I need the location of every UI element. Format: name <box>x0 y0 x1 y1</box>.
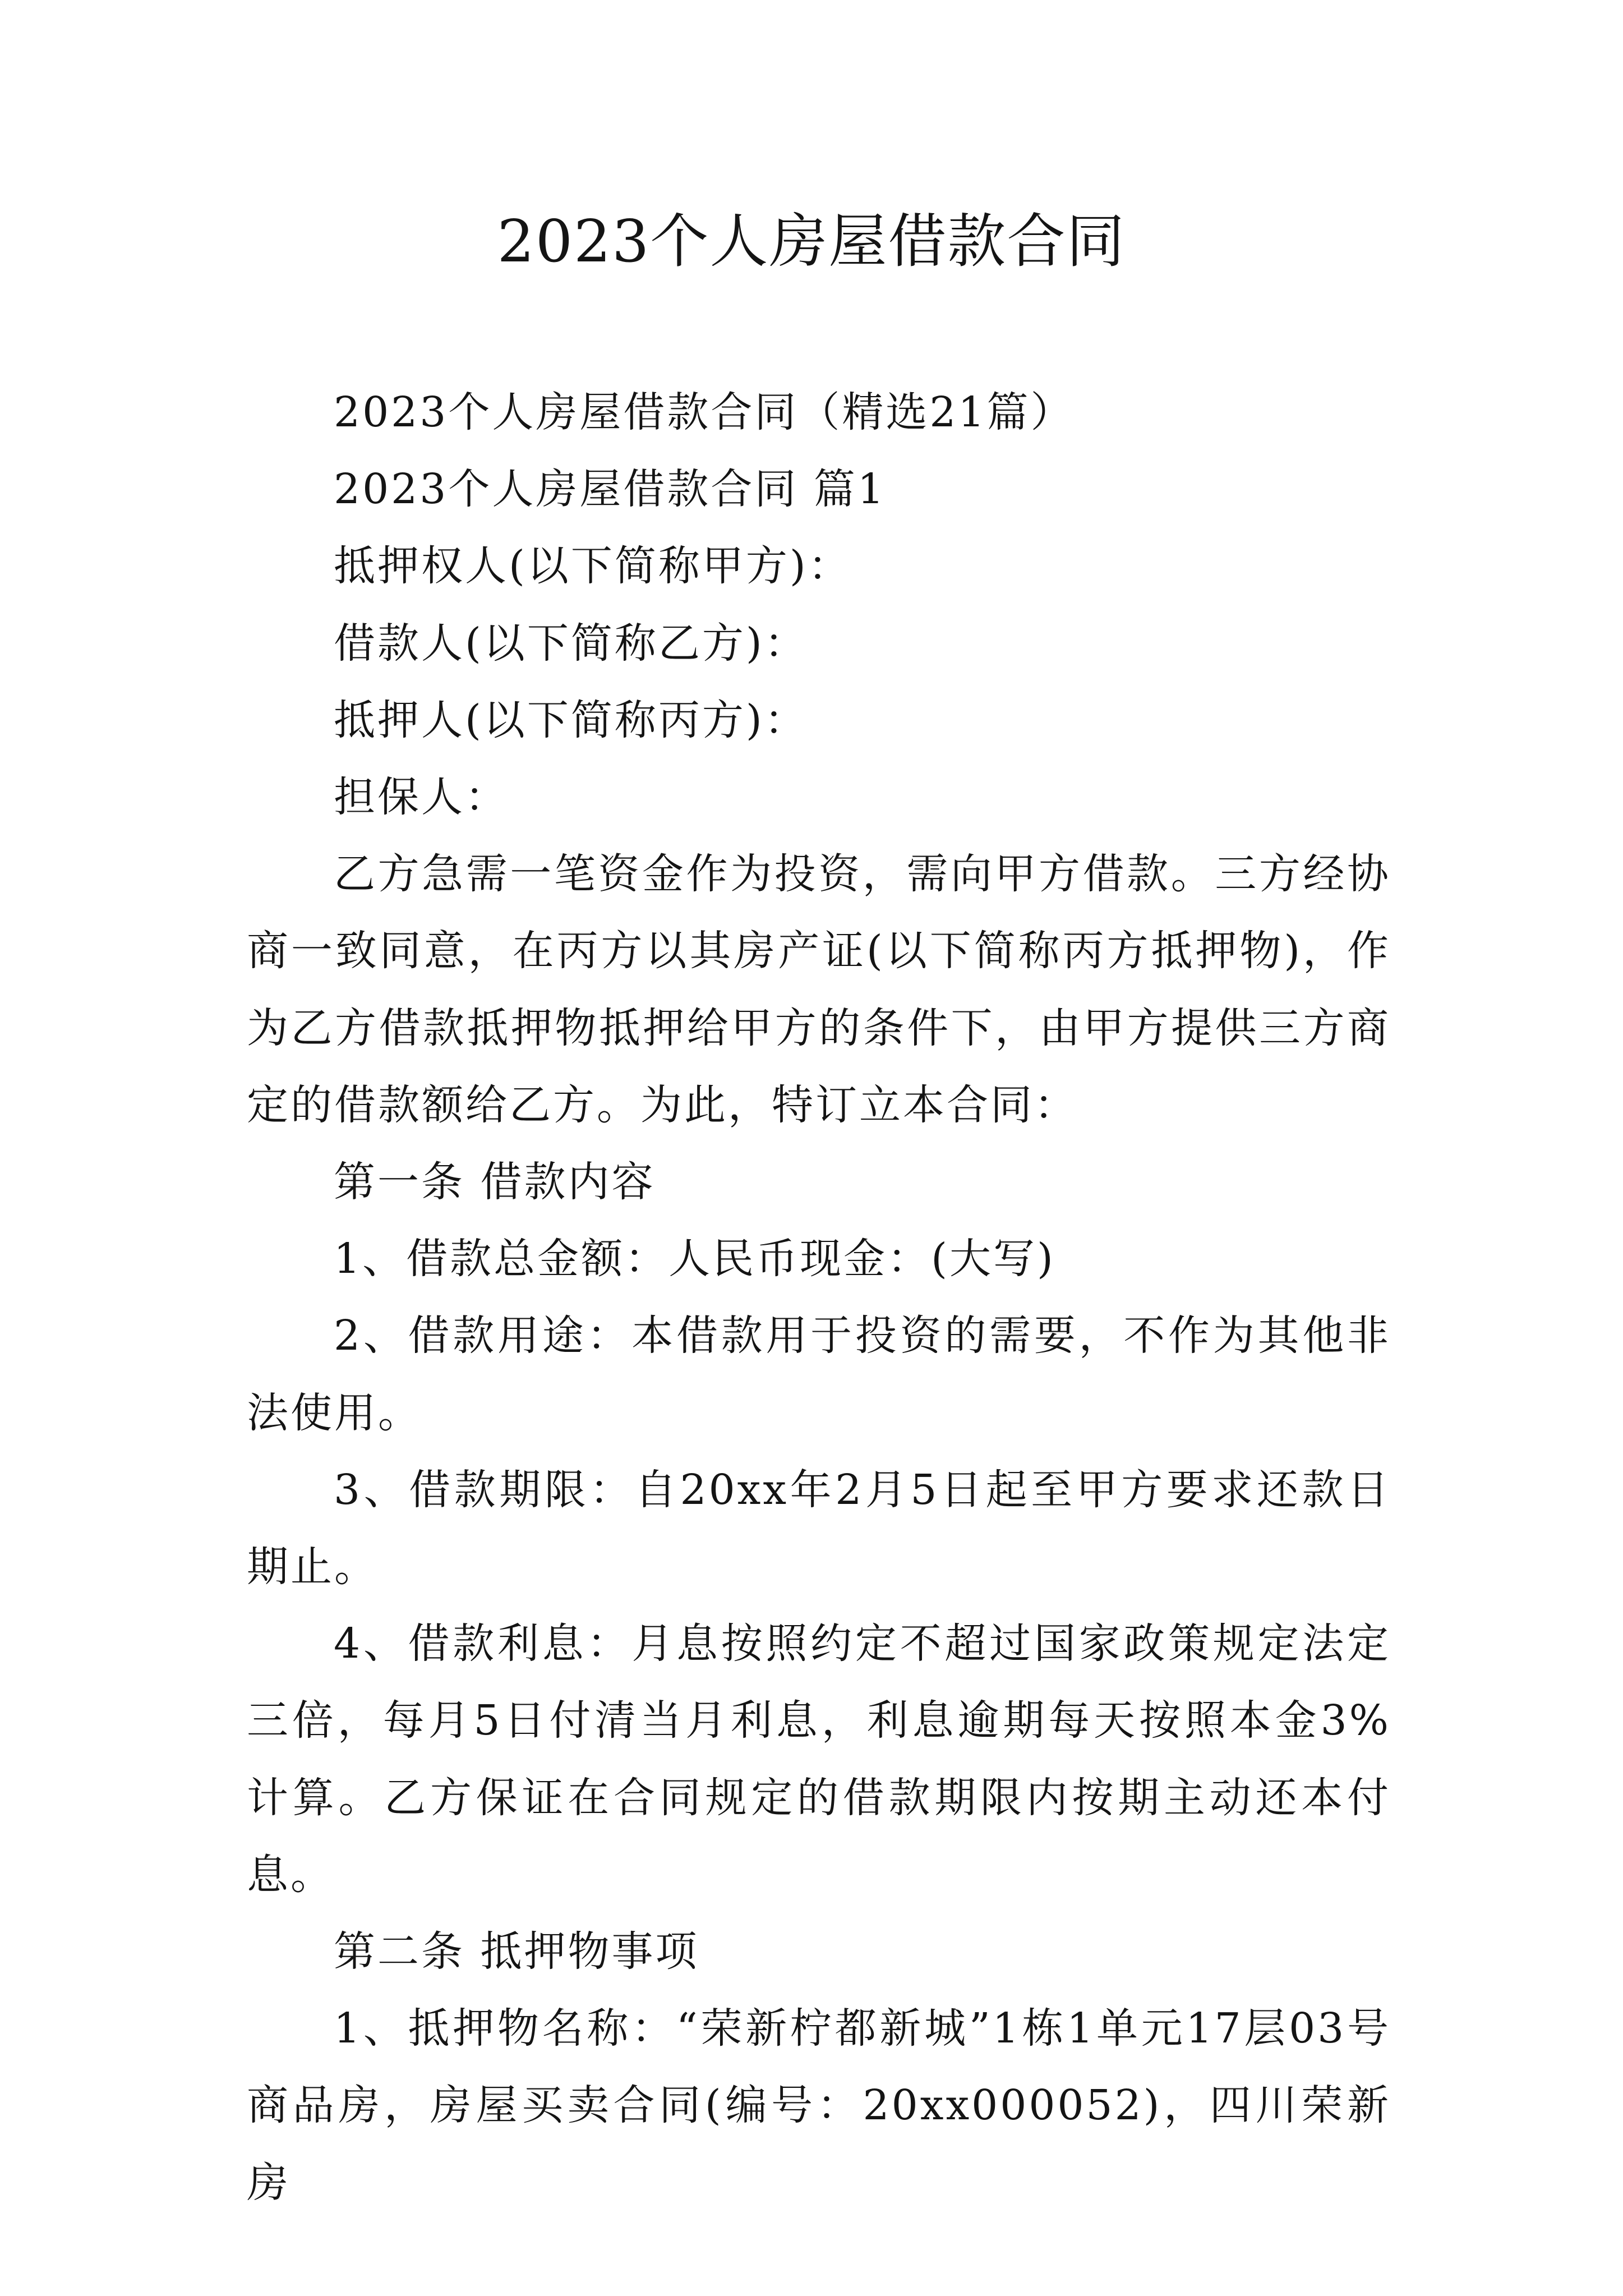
paragraph-article-1-heading: 第一条 借款内容 <box>334 1158 656 1207</box>
paragraph-article-1-item-3: 3、借款期限：自20xx年2月5日起至甲方要求还款日期止。 <box>247 1465 1391 1591</box>
paragraph-party-mortgagor: 抵押人(以下简称丙方)： <box>334 696 808 744</box>
document-title: 2023个人房屋借款合同 <box>497 207 1126 275</box>
paragraph-article-1-item-1: 1、借款总金额：人民币现金：(大写) <box>334 1235 1055 1283</box>
paragraph-article-2-item-1: 1、抵押物名称：“荣新柠都新城”1栋1单元17层03号商品房，房屋买卖合同(编号：20xx000052)，四川荣新房 <box>247 2004 1391 2207</box>
paragraph-party-mortgagee: 抵押权人(以下简称甲方)： <box>334 542 852 591</box>
paragraph-party-borrower: 借款人(以下简称乙方)： <box>334 619 808 668</box>
paragraph-preamble: 乙方急需一笔资金作为投资，需向甲方借款。三方经协商一致同意，在丙方以其房产证(以下简称丙方抵押物)，作为乙方借款抵押物抵押给甲方的条件下，由甲方提供三方商定的借款额给乙方。为此，特订立本合同： <box>247 850 1391 1129</box>
document-body <box>247 374 1391 2221</box>
paragraph-article-2-heading: 第二条 抵押物事项 <box>334 1927 699 1976</box>
paragraph-party-guarantor: 担保人： <box>334 773 509 822</box>
paragraph-article-1-item-2: 2、借款用途：本借款用于投资的需要，不作为其他非法使用。 <box>247 1312 1391 1437</box>
paragraph-subtitle: 2023个人房屋借款合同（精选21篇） <box>334 388 1075 436</box>
paragraph-article-1-item-4: 4、借款利息：月息按照约定不超过国家政策规定法定三倍，每月5日付清当月利息，利息逾期每天按照本金3%计算。乙方保证在合同规定的借款期限内按期主动还本付息。 <box>247 1619 1391 1899</box>
paragraph-section-heading: 2023个人房屋借款合同 篇1 <box>334 465 886 514</box>
